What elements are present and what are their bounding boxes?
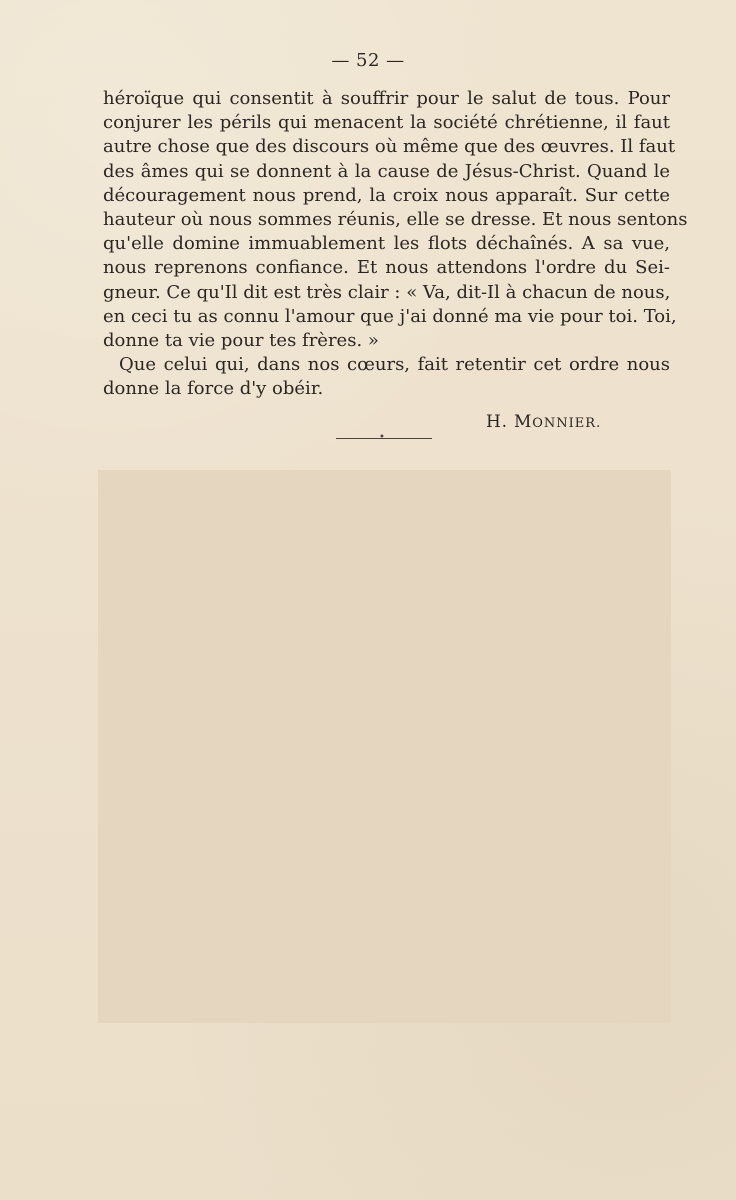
text-line: qu'elle domine immuablement les flots déchaînés. A sa vue, xyxy=(103,233,670,255)
body-text xyxy=(103,87,688,402)
text-line: conjurer les périls qui menacent la société chrétienne, il faut xyxy=(103,112,670,134)
text-line: héroïque qui consentit à souffrir pour le salut de tous. Pour xyxy=(103,88,670,109)
blank-image-area xyxy=(98,470,671,1023)
text-line: gneur. Ce qu'Il dit est très clair : « Va, dit-Il à chacun de nous, xyxy=(103,281,671,303)
text-line: donne ta vie pour tes frères. » xyxy=(103,330,379,352)
text-line: nous reprenons confiance. Et nous attendons l'ordre du Sei- xyxy=(103,257,670,279)
author-signature xyxy=(486,412,601,432)
page-number: — 52 — xyxy=(331,50,405,71)
divider-ornament-icon: • xyxy=(379,432,385,443)
signature-rest: ONNIER. xyxy=(532,416,602,431)
text-line: découragement nous prend, la croix nous apparaît. Sur cette xyxy=(103,184,670,206)
text-line: Que celui qui, dans nos cœurs, fait retentir cet ordre nous xyxy=(119,354,670,376)
text-line: des âmes qui se donnent à la cause de Jésus-Christ. Quand le xyxy=(103,160,670,182)
text-line: en ceci tu as connu l'amour que j'ai donné ma vie pour toi. Toi, xyxy=(103,305,677,327)
text-line: donne la force d'y obéir. xyxy=(103,378,324,400)
text-line: autre chose que des discours où même que des œuvres. Il faut xyxy=(103,136,676,158)
signature-initial: H. M xyxy=(486,412,533,432)
text-line: hauteur où nous sommes réunis, elle se dresse. Et nous sentons xyxy=(103,209,688,231)
